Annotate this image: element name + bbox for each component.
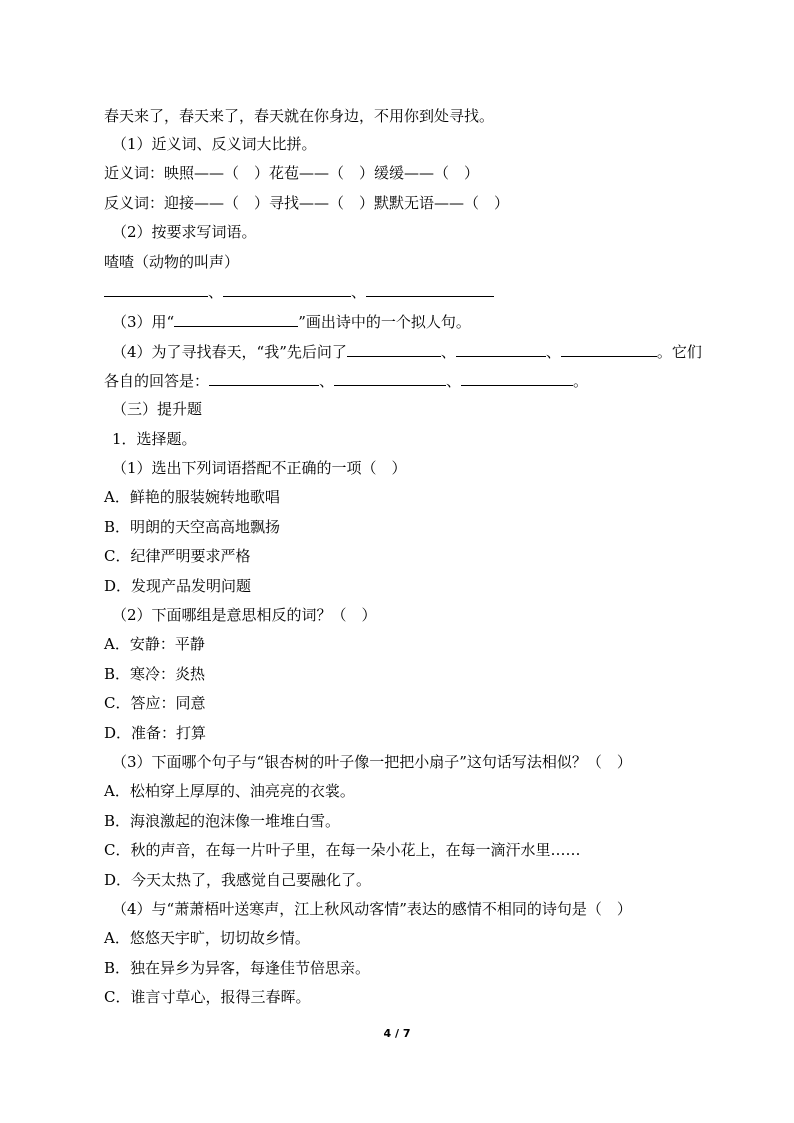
- separator: 、: [208, 283, 224, 301]
- mc2-option-c: C．答应：同意: [104, 694, 206, 712]
- mc2-option-d: D．准备：打算: [104, 724, 207, 742]
- mc1-option-c: C．纪律严明要求严格: [104, 547, 251, 565]
- answer-blank[interactable]: [456, 341, 546, 357]
- mc1-option-d: D．发现产品发明问题: [104, 577, 252, 595]
- section-title: （三）提升题: [112, 400, 203, 418]
- q1-synonym-line: 近义词：映照——（ ）花苞——（ ）缓缓——（ ）: [104, 164, 480, 182]
- q4-line2-prefix: 各自的回答是：: [104, 372, 210, 390]
- q1-antonym-line: 反义词：迎接——（ ）寻找——（ ）默默无语——（ ）: [104, 194, 510, 212]
- answer-blank[interactable]: [209, 370, 319, 386]
- mc1-question: （1）选出下列词语搭配不正确的一项（ ）: [112, 459, 407, 477]
- q4-line-1: [112, 341, 702, 362]
- answer-blank[interactable]: [174, 311, 298, 327]
- answer-blank[interactable]: [561, 341, 657, 357]
- answer-blank[interactable]: [223, 281, 351, 297]
- q2-example: 喳喳（动物的叫声）: [104, 253, 240, 271]
- page-number: 4 / 7: [383, 1027, 411, 1040]
- separator: 、: [446, 372, 462, 390]
- q2-title: （2）按要求写词语。: [112, 223, 257, 241]
- mc3-option-b: B．海浪激起的泡沫像一堆堆白雪。: [104, 812, 341, 830]
- answer-blank[interactable]: [104, 281, 208, 297]
- mc3-question: （3）下面哪个句子与“银杏树的叶子像一把把小扇子”这句话写法相似？（ ）: [112, 753, 632, 771]
- separator: 、: [545, 343, 561, 361]
- q3-prefix: （3）用“: [112, 313, 175, 331]
- separator: 、: [319, 372, 335, 390]
- mc3-option-d: D．今天太热了，我感觉自己要融化了。: [104, 871, 372, 889]
- mc3-option-a: A．松柏穿上厚厚的、油亮亮的衣裳。: [104, 782, 355, 800]
- mc2-question: （2）下面哪组是意思相反的词？（ ）: [112, 606, 377, 624]
- q3-suffix: ”画出诗中的一个拟人句。: [298, 313, 471, 331]
- mc1-option-b: B．明朗的天空高高地飘扬: [104, 518, 281, 536]
- q4-end: 。它们: [656, 343, 702, 361]
- q4-prefix: （4）为了寻找春天，“我”先后问了: [112, 343, 347, 361]
- answer-blank[interactable]: [334, 370, 446, 386]
- mc4-question: （4）与“萧萧梧叶送寒声，江上秋风动客情”表达的感情不相同的诗句是（ ）: [112, 900, 632, 918]
- poem-line: 春天来了，春天来了，春天就在你身边，不用你到处寻找。: [104, 107, 495, 125]
- separator: 、: [440, 343, 456, 361]
- sub-section-title: 1．选择题。: [112, 430, 197, 448]
- mc4-option-a: A．悠悠天宇旷，切切故乡情。: [104, 929, 310, 947]
- separator: 、: [351, 283, 367, 301]
- answer-blank[interactable]: [366, 281, 494, 297]
- mc3-option-c: C．秋的声音，在每一片叶子里，在每一朵小花上，在每一滴汗水里……: [104, 841, 581, 859]
- q2-answer-line: [104, 281, 494, 302]
- mc4-option-c: C．谁言寸草心，报得三春晖。: [104, 988, 311, 1006]
- mc1-option-a: A．鲜艳的服装婉转地歌唱: [104, 488, 280, 506]
- answer-blank[interactable]: [347, 341, 441, 357]
- q1-title: （1）近义词、反义词大比拼。: [112, 135, 317, 153]
- q4-line-2: [104, 370, 588, 391]
- q4-line2-end: 。: [573, 372, 589, 390]
- mc2-option-a: A．安静：平静: [104, 635, 205, 653]
- answer-blank[interactable]: [461, 370, 573, 386]
- mc2-option-b: B．寒冷：炎热: [104, 665, 206, 683]
- q3-line: [112, 311, 471, 332]
- mc4-option-b: B．独在异乡为异客，每逢佳节倍思亲。: [104, 959, 371, 977]
